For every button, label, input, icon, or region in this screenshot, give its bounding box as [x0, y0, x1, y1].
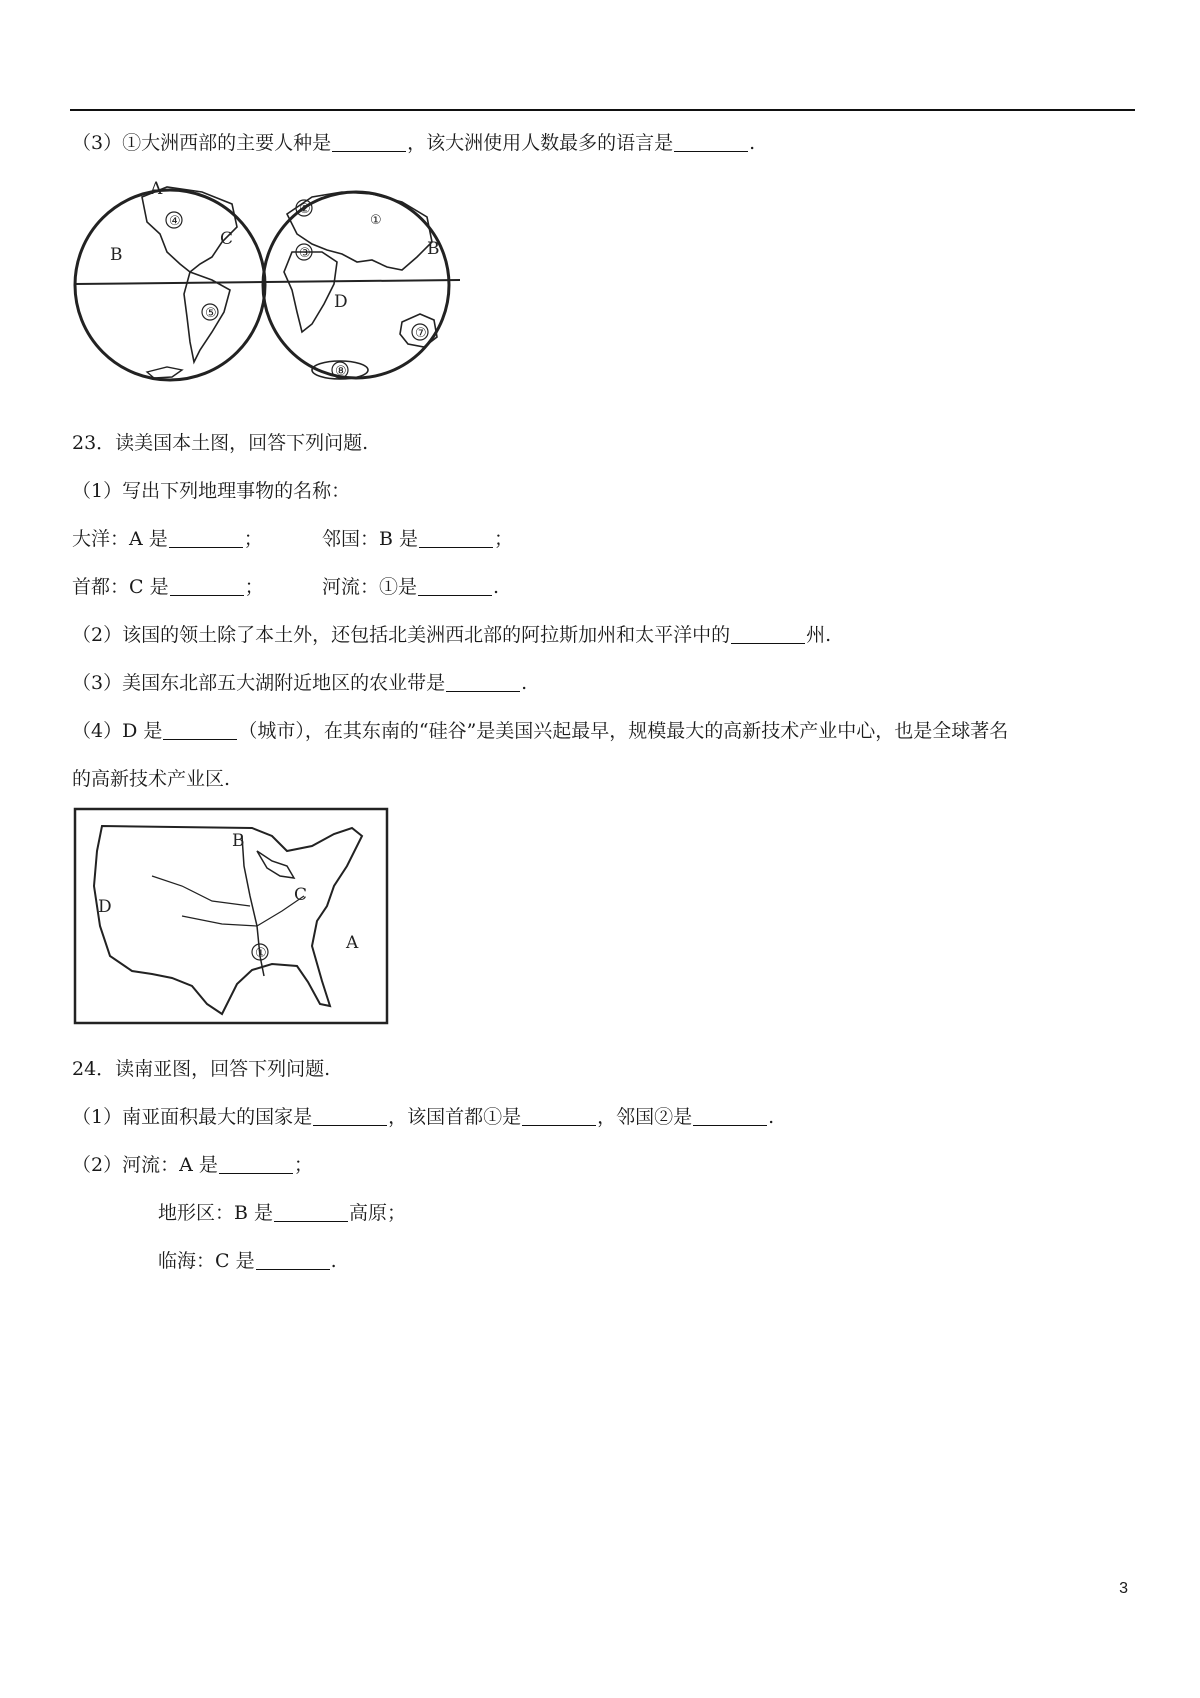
q23-title: 23．读美国本土图，回答下列问题.: [72, 432, 369, 454]
answer-blank[interactable]: [674, 132, 748, 152]
q23-neighbor: 邻国：B 是 ；: [322, 528, 514, 550]
map-label-b: B: [427, 239, 440, 259]
usa-label-c: C: [294, 885, 308, 905]
answer-blank[interactable]: [446, 672, 520, 692]
answer-blank[interactable]: [418, 576, 492, 596]
q24-part2: （2）河流：A 是 ；: [72, 1154, 313, 1176]
q24-part1: （1）南亚面积最大的国家是 ，该国首都①是 ，邻国②是 .: [72, 1106, 775, 1128]
header-rule: [70, 109, 1135, 111]
map-number-5: ⑤: [205, 306, 217, 321]
q23-river: 河流：①是 .: [322, 576, 500, 598]
page-number: 3: [1119, 1580, 1128, 1597]
q24-title: 24．读南亚图，回答下列问题.: [72, 1058, 331, 1080]
map-label-d: D: [334, 292, 348, 312]
map-label-a: A: [150, 179, 163, 199]
map-number-8: ⑧: [335, 364, 347, 379]
answer-blank[interactable]: [256, 1250, 330, 1270]
answer-blank[interactable]: [313, 1106, 387, 1126]
q23-capital: 首都：C 是 ；: [72, 576, 264, 598]
q24-sea: 临海：C 是 .: [158, 1250, 337, 1272]
usa-label-b: B: [232, 831, 245, 851]
q23-part1: （1）写出下列地理事物的名称：: [72, 480, 351, 502]
map-number-7: ⑦: [415, 326, 427, 341]
answer-blank[interactable]: [274, 1202, 348, 1222]
answer-blank[interactable]: [170, 576, 244, 596]
answer-blank[interactable]: [332, 132, 406, 152]
map-label-b: B: [110, 245, 123, 265]
usa-label-d: D: [98, 897, 112, 917]
usa-number-1: ①: [255, 946, 267, 961]
q23-part4: （4）D 是 （城市），在其东南的“硅谷”是美国兴起最早，规模最大的高新技术产业中心，也是全球著名: [72, 720, 1009, 742]
q23-part2: （2）该国的领土除了本土外，还包括北美洲西北部的阿拉斯加州和太平洋中的 州.: [72, 624, 832, 646]
map-number-3: ③: [299, 246, 311, 261]
map-label-c: C: [220, 229, 234, 249]
answer-blank[interactable]: [693, 1106, 767, 1126]
answer-blank[interactable]: [731, 624, 805, 644]
map-number-4: ④: [169, 214, 181, 229]
answer-blank[interactable]: [219, 1154, 293, 1174]
q22-part3-text: ，该大洲使用人数最多的语言是: [407, 132, 674, 154]
usa-map: [72, 806, 392, 1028]
world-hemispheres-map: [72, 172, 462, 402]
q23-part4-cont: 的高新技术产业区.: [72, 768, 231, 790]
q22-part3: [72, 128, 755, 155]
q23-ocean-neighbor: 大洋：A 是 ；: [72, 528, 263, 550]
answer-blank[interactable]: [419, 528, 493, 548]
usa-label-a: A: [346, 933, 359, 953]
map-number-2: ②: [299, 202, 311, 217]
q22-part3-text: （3）①大洲西部的主要人种是: [72, 132, 332, 154]
q24-landform: 地形区：B 是 高原；: [158, 1202, 407, 1224]
answer-blank[interactable]: [522, 1106, 596, 1126]
map-number-1: ①: [370, 213, 382, 228]
answer-blank[interactable]: [169, 528, 243, 548]
answer-blank[interactable]: [163, 720, 237, 740]
q23-part3: （3）美国东北部五大湖附近地区的农业带是 .: [72, 672, 528, 694]
q22-part3-text: .: [749, 132, 756, 154]
